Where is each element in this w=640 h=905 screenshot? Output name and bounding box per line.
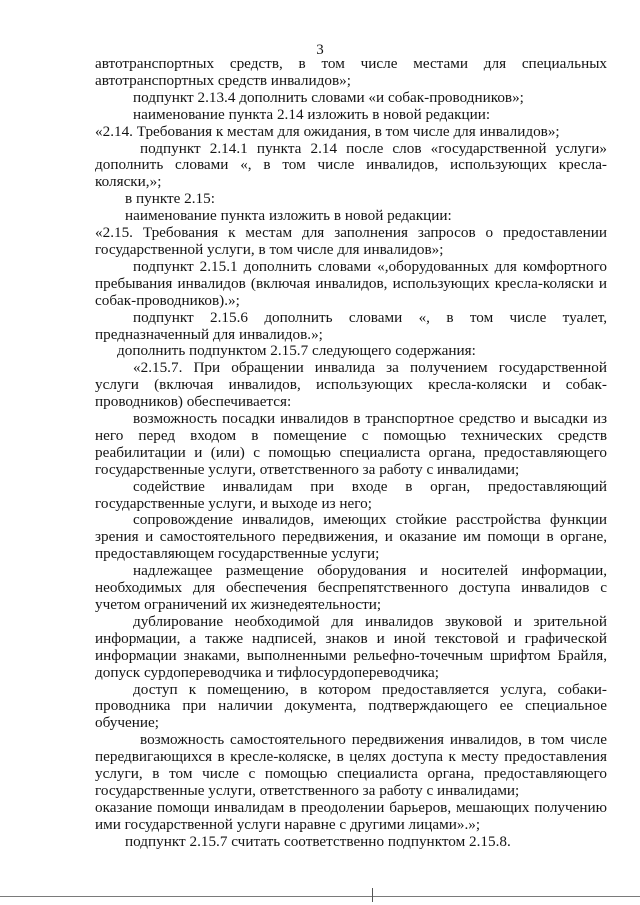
paragraph: дублирование необходимой для инвалидов звуковой и зрительной информации, а также надписей, знаков и иной текстовой и графической информации знаками, выполненными рельефно-точечным шрифтом Брайля, допуск сурдопереводчика и тифлосурдопереводчика;	[95, 612, 607, 681]
page-number: 3	[316, 42, 324, 58]
paragraph: дополнить подпунктом 2.15.7 следующего содержания:	[117, 342, 476, 360]
paragraph: «2.14. Требования к местам для ожидания, в том числе для инвалидов»;	[95, 122, 560, 140]
paragraph: доступ к помещению, в котором предоставляется услуга, собаки-проводника при наличии документа, подтверждающего ее специальное обучение;	[95, 680, 607, 732]
paragraph: подпункт 2.15.6 дополнить словами «, в том числе туалет, предназначенный для инвалидов.»;	[95, 308, 607, 343]
paragraph: автотранспортных средств, в том числе местами для специальных автотранспортных средств инвалидов»;	[95, 55, 607, 89]
paragraph: возможность самостоятельного передвижения инвалидов, в том числе передвигающихся в кресле-коляске, в целях доступа к месту предоставления услуги, в том числе с помощью специалиста органа, предоставляющего государственные услуги, ответственного за работу с инвалидами;	[95, 731, 607, 799]
paragraph: «2.15. Требования к местам для заполнения запросов о предоставлении государственной услуги, в том числе для инвалидов»;	[95, 224, 607, 258]
scan-edge-line	[0, 896, 640, 897]
paragraph: подпункт 2.13.4 дополнить словами «и собак-проводников»;	[133, 88, 524, 106]
paragraph: подпункт 2.15.7 считать соответственно подпунктом 2.15.8.	[125, 832, 511, 850]
paragraph: подпункт 2.14.1 пункта 2.14 после слов «государственной услуги» дополнить словами «, в том числе инвалидов, использующих кресла-коляски,»;	[95, 139, 607, 191]
paragraph: возможность посадки инвалидов в транспортное средство и высадки из него перед входом в помещение с помощью технических средств реабилитации и (или) с помощью специалиста органа, предоставляющего государственные услуги, ответственного за работу с инвалидами;	[95, 410, 607, 478]
paragraph: «2.15.7. При обращении инвалида за получением государственной услуги (включая инвалидов, использующих кресла-коляски и собак-проводников) обеспечивается:	[95, 359, 607, 411]
paragraph: подпункт 2.15.1 дополнить словами «,оборудованных для комфортного пребывания инвалидов (включая инвалидов, использующих кресла-коляски и собак-проводников).»;	[95, 257, 607, 309]
paragraph: наименование пункта 2.14 изложить в новой редакции:	[133, 105, 491, 123]
paragraph: в пункте 2.15:	[125, 190, 215, 208]
paragraph: наименование пункта изложить в новой редакции:	[125, 207, 452, 225]
document-body	[95, 56, 607, 851]
paragraph: содействие инвалидам при входе в орган, предоставляющий государственные услуги, и выходе из него;	[95, 477, 607, 512]
paragraph: оказание помощи инвалидам в преодолении барьеров, мешающих получению ими государственной услуги наравне с другими лицами».»;	[95, 798, 607, 833]
paragraph: надлежащее размещение оборудования и носителей информации, необходимых для обеспечения беспрепятственного доступа инвалидов с учетом ограничений их жизнедеятельности;	[95, 562, 607, 613]
paragraph: сопровождение инвалидов, имеющих стойкие расстройства функции зрения и самостоятельного передвижения, и оказание им помощи в органе, предоставляющем государственные услуги;	[95, 511, 607, 563]
scan-edge-tick	[372, 888, 373, 902]
